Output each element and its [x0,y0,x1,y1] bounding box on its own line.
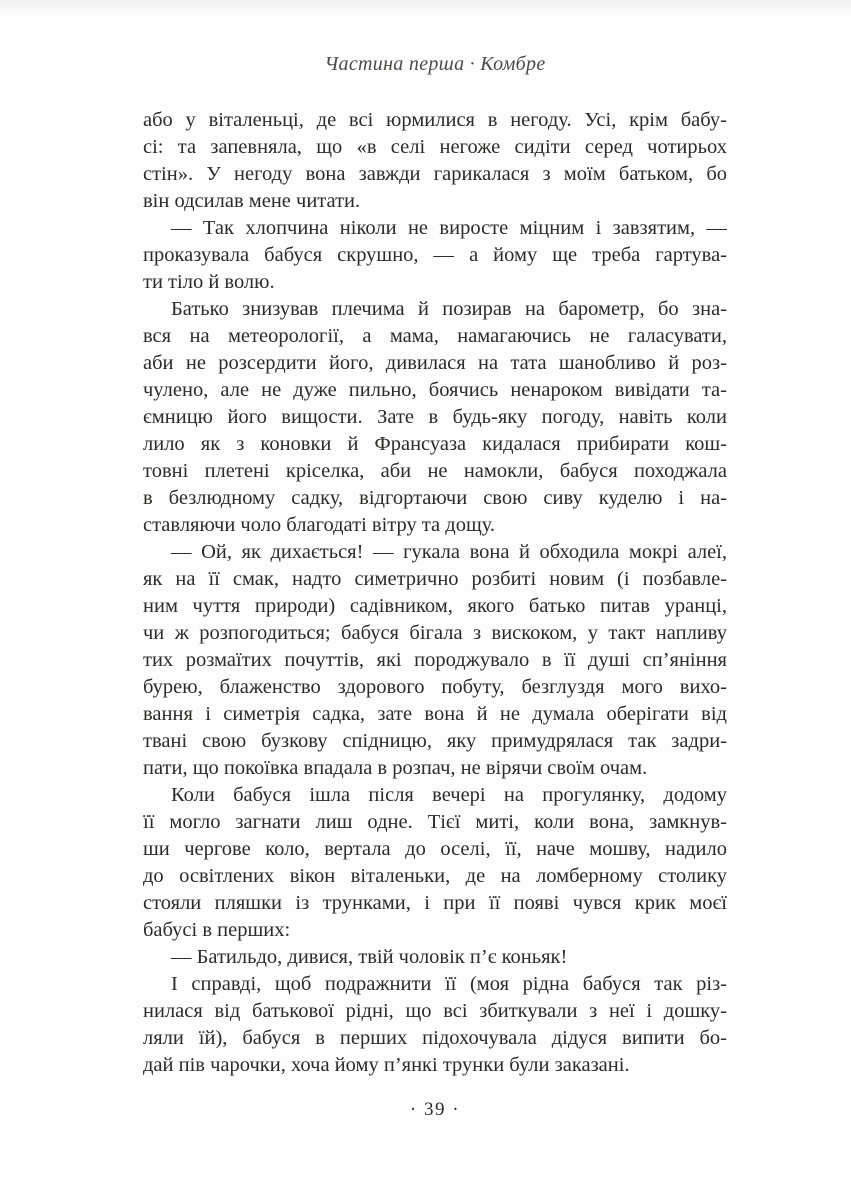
text-line: ємницю його вищости. Зате в будь-яку погоду, навіть коли [143,406,727,428]
text-line: проказувала бабуся скрушно, — а йому ще треба гартува- [143,244,727,266]
text-line: — Батильдо, дивися, твій чоловік п’є коньяк! [171,946,568,968]
text-line: або у віталеньці, де всі юрмилися в негоду. Усі, крім бабу- [143,109,727,131]
text-line: лило як з коновки й Франсуаза кидалася прибирати кош- [143,433,727,455]
text-line: тих розмаїтих почуттів, які породжувало в її душі сп’яніння [143,649,727,671]
page-number: · 39 · [409,1099,461,1120]
text-line: бурею, блаженство здорового побуту, безглуздя мого вихо- [143,676,727,698]
text-line: до освітлених вікон віталеньки, де на ломберному столику [143,865,727,887]
text-line: стін». У негоду вона завжди гарикалася з моїм батьком, бо [143,163,727,185]
text-line: товні плетені кріселка, аби не намокли, бабуся походжала [143,460,727,482]
paragraph [143,215,727,296]
scan-edge-artifact [0,0,851,16]
text-line: ши чергове коло, вертала до оселі, її, наче мошву, надило [143,838,727,860]
text-line: вання і симетрія садка, зате вона й не думала оберігати від [143,703,727,725]
text-line: — Ой, як дихається! — гукала вона й обходила мокрі алеї, [171,541,727,563]
text-line: ним чуття природи) садівником, якого батько питав уранці, [143,595,727,617]
text-line: бабусі в перших: [143,919,291,941]
text-line: дай пів чарочки, хоча йому п’янкі трунки були заказані. [143,1054,630,1076]
text-line: І справді, щоб подражнити її (моя рідна бабуся так різ- [171,973,727,995]
text-line: як на її смак, надто симетрично розбиті новим (і позбавле- [143,568,727,590]
text-line: сі: та запевняла, що «в селі негоже сидіти серед чотирьох [143,136,727,158]
paragraph [143,944,727,971]
text-line: ти тіло й волю. [143,271,275,293]
paragraph [143,107,727,215]
paragraph [143,539,727,782]
text-line: чулено, але не дуже пильно, боячись ненароком вивідати та- [143,379,727,401]
text-line: нилася від батькової рідні, що всі збиткували з неї і дошку- [143,1000,727,1022]
text-line: Коли бабуся ішла після вечері на прогулянку, додому [171,784,727,806]
text-line: ляли їй), бабуся в перших підохочувала дідуся випити бо- [143,1027,727,1049]
page-body [143,107,727,1079]
text-line: він одсилав мене читати. [143,190,361,212]
text-line: твані свою бузкову спідницю, яку примудрялася так задри- [143,730,727,752]
text-line: чи ж розпогодиться; бабуся бігала з вискоком, у такт напливу [143,622,727,644]
text-line: в безлюдному садку, відгортаючи свою сиву куделю і на- [143,487,727,509]
text-line: — Так хлопчина ніколи не виросте міцним і завзятим, — [171,217,727,239]
paragraph [143,296,727,539]
text-line: ставляючи чоло благодаті вітру та дощу. [143,514,496,536]
text-line: її могло загнати лиш одне. Тієї миті, коли вона, замкнув- [143,811,727,833]
text-line: аби не розсердити його, дивилася на тата шанобливо й роз- [143,352,727,374]
paragraph [143,782,727,944]
running-header: Частина перша · Комбре [324,53,546,75]
text-line: Батько знизував плечима й позирав на барометр, бо зна- [171,298,727,320]
text-line: вся на метеорології, а мама, намагаючись не галасувати, [143,325,727,347]
text-line: стояли пляшки із трунками, і при її появі чувся крик моєї [143,892,727,914]
text-line: пати, що покоївка впадала в розпач, не вірячи своїм очам. [143,757,648,779]
paragraph [143,971,727,1079]
